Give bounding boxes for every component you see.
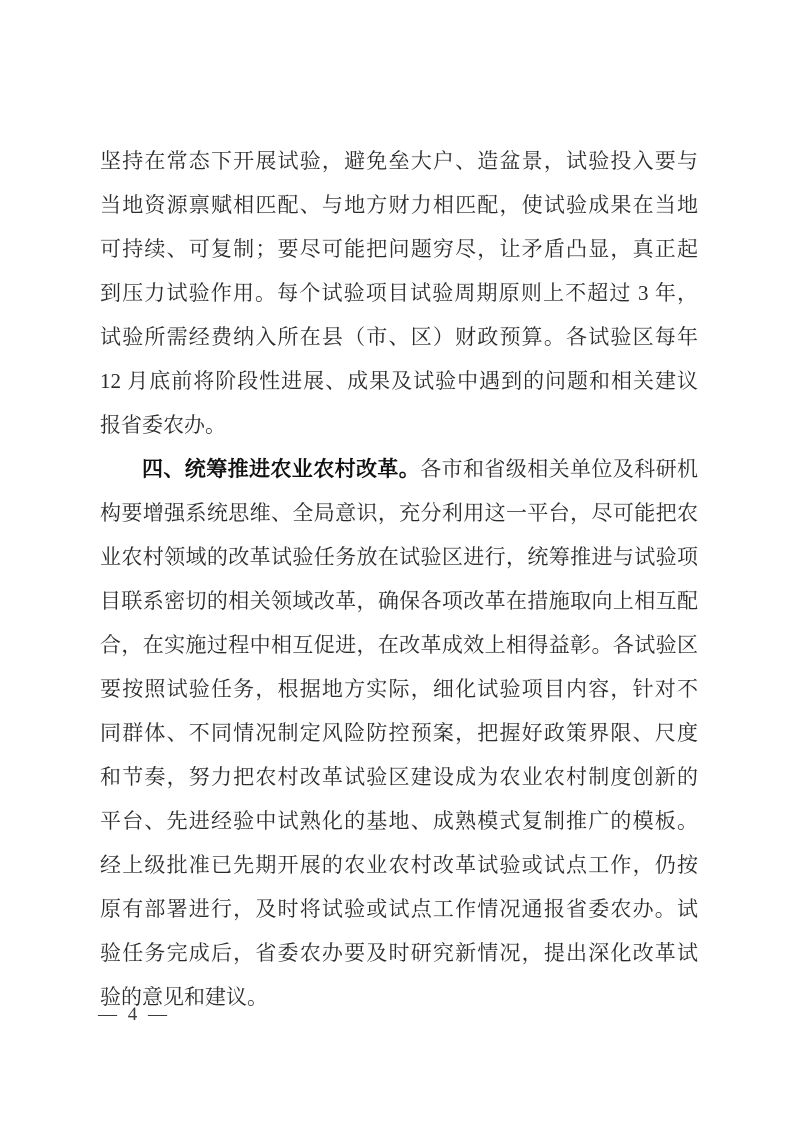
text-run: 12 月底前将阶段性进展、成果及试验中遇到的问题和相关建议: [100, 369, 698, 393]
text-run: 坚持在常态下开展试验，避免垒大户、造盆景，试验投入要与: [100, 149, 698, 173]
text-line: [100, 799, 698, 843]
text-line: [100, 491, 698, 535]
text-line: [100, 183, 698, 227]
text-run: 报省委农办。: [100, 413, 226, 437]
text-run: 构要增强系统思维、全局意识，充分利用这一平台，尽可能把农: [100, 501, 698, 525]
paragraph-end-line: [100, 975, 698, 1019]
text-run: 合，在实施过程中相互促进，在改革成效上相得益彰。各试验区: [100, 633, 698, 657]
section-heading-line: [100, 447, 698, 491]
text-line: [100, 667, 698, 711]
text-line: [100, 579, 698, 623]
text-run: 到压力试验作用。每个试验项目试验周期原则上不超过 3 年，: [100, 281, 698, 305]
text-line: [100, 535, 698, 579]
text-run: 同群体、不同情况制定风险防控预案，把握好政策界限、尺度: [100, 721, 698, 745]
paragraph-end-line: [100, 403, 698, 447]
text-run: 各市和省级相关单位及科研机: [420, 457, 699, 481]
text-run: 原有部署进行，及时将试验或试点工作情况通报省委农办。试: [100, 897, 698, 921]
text-line: [100, 359, 698, 403]
page-number: — 4 —: [98, 1004, 170, 1025]
section-heading: 四、统筹推进农业农村改革。: [142, 458, 421, 481]
text-run: 目联系密切的相关领域改革，确保各项改革在措施取向上相互配: [100, 589, 698, 613]
text-run: 平台、先进经验中试熟化的基地、成熟模式复制推广的模板。: [100, 809, 698, 833]
text-line: [100, 315, 698, 359]
text-run: 当地资源禀赋相匹配、与地方财力相匹配，使试验成果在当地: [100, 193, 698, 217]
text-line: [100, 843, 698, 887]
document-body: [100, 139, 698, 1019]
text-line: [100, 887, 698, 931]
text-line: [100, 711, 698, 755]
text-line: [100, 139, 698, 183]
text-run: 可持续、可复制；要尽可能把问题穷尽，让矛盾凸显，真正起: [100, 237, 698, 261]
text-line: [100, 227, 698, 271]
text-run: 和节奏，努力把农村改革试验区建设成为农业农村制度创新的: [100, 765, 698, 789]
text-run: 业农村领域的改革试验任务放在试验区进行，统筹推进与试验项: [100, 545, 698, 569]
text-run: 验任务完成后，省委农办要及时研究新情况，提出深化改革试: [100, 941, 698, 965]
text-run: 验的意见和建议。: [100, 985, 268, 1009]
text-line: [100, 755, 698, 799]
text-line: [100, 271, 698, 315]
text-line: [100, 931, 698, 975]
text-run: 要按照试验任务，根据地方实际，细化试验项目内容，针对不: [100, 677, 698, 701]
text-run: 试验所需经费纳入所在县（市、区）财政预算。各试验区每年: [100, 325, 698, 349]
text-run: 经上级批准已先期开展的农业农村改革试验或试点工作，仍按: [100, 853, 698, 877]
text-line: [100, 623, 698, 667]
